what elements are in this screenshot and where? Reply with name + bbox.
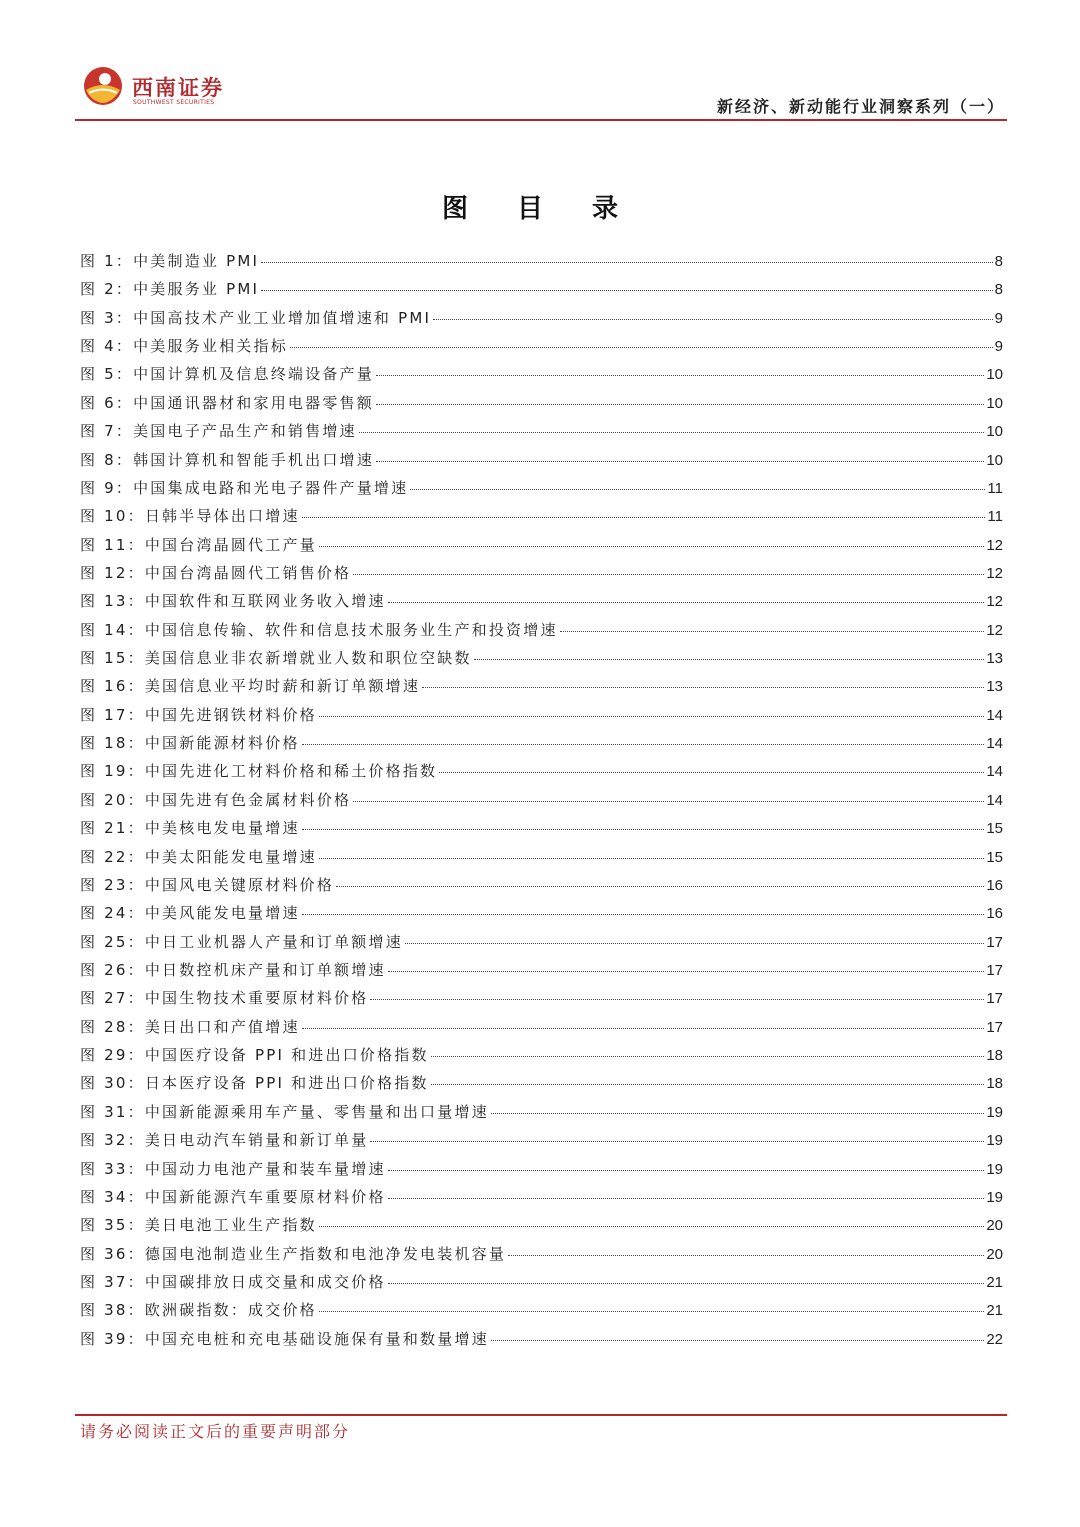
toc-entry[interactable] [80,363,1003,391]
toc-entry-page: 15 [986,848,1003,866]
toc-entry-page: 11 [987,508,1003,526]
toc-entry-page: 14 [986,763,1003,781]
toc-entry-label: 图 35：美日电池工业生产指数 [80,1216,317,1235]
toc-entry[interactable] [80,704,1003,732]
toc-entry[interactable] [80,335,1003,363]
footer-disclaimer: 请务必阅读正文后的重要声明部分 [80,1422,351,1441]
toc-entry[interactable] [80,1271,1003,1299]
toc-entry-label: 图 22：中美太阳能发电量增速 [80,847,317,866]
toc-entry-page: 8 [994,281,1003,299]
report-series-title: 新经济、新动能行业洞察系列（一） [716,97,1005,116]
toc-leader-dots [491,1113,984,1114]
toc-leader-dots [560,631,985,632]
toc-entry-page: 18 [986,1075,1003,1093]
toc-entry-label: 图 19：中国先进化工材料价格和稀土价格指数 [80,762,438,781]
toc-leader-dots [388,1283,985,1284]
toc-entry-page: 17 [986,961,1003,979]
toc-entry-page: 14 [986,706,1003,724]
toc-leader-dots [388,1198,985,1199]
toc-leader-dots [491,1340,984,1341]
toc-entry-label: 图 31：中国新能源乘用车产量、零售量和出口量增速 [80,1102,489,1121]
toc-entry[interactable] [80,1243,1003,1271]
toc-leader-dots [370,1141,984,1142]
toc-entry-page: 13 [986,650,1003,668]
toc-entry-label: 图 23：中国风电关键原材料价格 [80,875,335,894]
toc-entry-page: 12 [986,536,1003,554]
toc-leader-dots [422,687,984,688]
toc-entry-label: 图 38：欧洲碳指数：成交价格 [80,1301,317,1320]
toc-leader-dots [261,262,993,263]
toc-entry[interactable] [80,647,1003,675]
toc-entry-label: 图 5：中国计算机及信息终端设备产量 [80,365,374,384]
toc-entry-label: 图 25：中日工业机器人产量和订单额增速 [80,932,403,951]
toc-leader-dots [353,574,984,575]
toc-entry-page: 19 [986,1188,1003,1206]
toc-entry-label: 图 15：美国信息业非农新增就业人数和职位空缺数 [80,649,472,668]
toc-entry-page: 9 [994,338,1003,356]
toc-leader-dots [319,546,984,547]
toc-entry[interactable] [80,1044,1003,1072]
toc-leader-dots [388,971,985,972]
toc-leader-dots [508,1255,984,1256]
toc-entry-label: 图 11：中国台湾晶圆代工产量 [80,535,317,554]
toc-leader-dots [302,1028,985,1029]
toc-entry-page: 10 [986,423,1003,441]
toc-entry[interactable] [80,760,1003,788]
toc-leader-dots [431,1056,985,1057]
figure-toc-list [80,250,1003,1356]
toc-title: 图 目 录 [441,194,639,224]
toc-entry[interactable] [80,449,1003,477]
toc-entry[interactable] [80,732,1003,760]
toc-leader-dots [439,772,984,773]
toc-entry-page: 8 [994,253,1003,270]
toc-entry-page: 10 [986,451,1003,469]
toc-entry-page: 19 [986,1103,1003,1121]
toc-entry-label: 图 18：中国新能源材料价格 [80,734,300,753]
toc-entry-label: 图 14：中国信息传输、软件和信息技术服务业生产和投资增速 [80,620,558,639]
toc-entry-label: 图 8：韩国计算机和智能手机出口增速 [80,450,374,469]
toc-entry-label: 图 9：中国集成电路和光电子器件产量增速 [80,478,409,497]
toc-entry[interactable] [80,590,1003,618]
toc-leader-dots [474,659,985,660]
toc-entry[interactable] [80,1072,1003,1100]
toc-entry-page: 14 [986,791,1003,809]
toc-entry[interactable] [80,1328,1003,1356]
toc-entry-label: 图 24：中美风能发电量增速 [80,904,300,923]
toc-entry[interactable] [80,1158,1003,1186]
toc-entry-label: 图 6：中国通讯器材和家用电器零售额 [80,393,374,412]
toc-leader-dots [336,886,984,887]
page-header [75,62,1007,120]
toc-entry[interactable] [80,1186,1003,1214]
toc-entry-page: 17 [986,1018,1003,1036]
toc-entry[interactable] [80,562,1003,590]
toc-leader-dots [319,1226,984,1227]
toc-entry-page: 19 [986,1132,1003,1150]
toc-leader-dots [319,858,984,859]
toc-leader-dots [431,1084,985,1085]
toc-entry-page: 9 [994,309,1003,327]
toc-leader-dots [302,829,985,830]
brand-name-cn: 西南证券 [132,75,224,100]
toc-leader-dots [302,914,985,915]
toc-entry-label: 图 4：中美服务业相关指标 [80,337,288,356]
toc-entry[interactable] [80,1129,1003,1157]
toc-leader-dots [319,716,984,717]
toc-entry[interactable] [80,619,1003,647]
toc-entry-label: 图 13：中国软件和互联网业务收入增速 [80,592,386,611]
toc-leader-dots [370,999,984,1000]
toc-entry[interactable] [80,874,1003,902]
toc-entry[interactable] [80,392,1003,420]
toc-entry-page: 12 [986,593,1003,611]
toc-entry-page: 12 [986,564,1003,582]
brand-name-en: SOUTHWEST SECURITIES [133,99,215,106]
toc-entry-page: 17 [986,990,1003,1008]
toc-entry-label: 图 39：中国充电桩和充电基础设施保有量和数量增速 [80,1329,489,1348]
toc-entry[interactable] [80,817,1003,845]
toc-entry-label: 图 28：美日出口和产值增速 [80,1017,300,1036]
toc-entry-page: 21 [986,1302,1003,1320]
toc-leader-dots [376,375,984,376]
toc-entry[interactable] [80,307,1003,335]
toc-entry[interactable] [80,1299,1003,1327]
toc-entry-page: 19 [986,1160,1003,1178]
toc-entry[interactable] [80,534,1003,562]
toc-entry-label: 图 34：中国新能源汽车重要原材料价格 [80,1187,386,1206]
toc-entry-label: 图 1：中美制造业 PMI [80,252,260,270]
toc-entry-label: 图 36：德国电池制造业生产指数和电池净发电装机容量 [80,1244,507,1263]
header-divider [75,119,1007,121]
toc-leader-dots [359,432,985,433]
toc-entry[interactable] [80,902,1003,930]
toc-entry-page: 21 [986,1273,1003,1291]
toc-entry-label: 图 16：美国信息业平均时薪和新订单额增速 [80,677,421,696]
toc-leader-dots [433,319,993,320]
toc-entry[interactable] [80,505,1003,533]
toc-entry-label: 图 37：中国碳排放日成交量和成交价格 [80,1272,386,1291]
toc-entry[interactable] [80,1016,1003,1044]
toc-entry-label: 图 17：中国先进钢铁材料价格 [80,705,317,724]
toc-entry-page: 12 [986,621,1003,639]
toc-entry[interactable] [80,250,1003,278]
toc-entry[interactable] [80,477,1003,505]
toc-leader-dots [376,461,984,462]
toc-entry[interactable] [80,959,1003,987]
toc-entry-page: 17 [986,933,1003,951]
toc-entry-page: 10 [986,366,1003,384]
toc-entry-page: 13 [986,678,1003,696]
toc-entry[interactable] [80,987,1003,1015]
toc-entry-page: 16 [986,876,1003,894]
toc-entry-label: 图 12：中国台湾晶圆代工销售价格 [80,563,352,582]
toc-entry[interactable] [80,1101,1003,1129]
toc-entry-label: 图 30：日本医疗设备 PPI 和进出口价格指数 [80,1074,429,1093]
toc-entry-page: 18 [986,1047,1003,1065]
toc-entry-label: 图 3：中国高技术产业工业增加值增速和 PMI [80,308,432,327]
toc-entry-page: 10 [986,394,1003,412]
toc-entry[interactable] [80,278,1003,306]
toc-entry-label: 图 2：中美服务业 PMI [80,280,260,299]
toc-entry[interactable] [80,420,1003,448]
toc-entry-label: 图 32：美日电动汽车销量和新订单量 [80,1131,369,1150]
toc-entry-label: 图 10：日韩半导体出口增速 [80,507,300,526]
toc-entry-label: 图 33：中国动力电池产量和装车量增速 [80,1159,386,1178]
toc-entry-page: 14 [986,735,1003,753]
toc-entry[interactable] [80,675,1003,703]
toc-leader-dots [405,943,984,944]
toc-leader-dots [388,1170,985,1171]
toc-leader-dots [388,602,985,603]
southwest-securities-logo-icon [83,66,123,106]
toc-entry-label: 图 29：中国医疗设备 PPI 和进出口价格指数 [80,1046,429,1065]
toc-entry-page: 11 [987,479,1003,497]
toc-entry-label: 图 27：中国生物技术重要原材料价格 [80,989,369,1008]
toc-entry-label: 图 20：中国先进有色金属材料价格 [80,790,352,809]
toc-entry-label: 图 26：中日数控机床产量和订单额增速 [80,960,386,979]
toc-entry[interactable] [80,931,1003,959]
toc-entry-page: 22 [986,1330,1003,1348]
toc-entry-label: 图 21：中美核电发电量增速 [80,819,300,838]
toc-entry[interactable] [80,1214,1003,1242]
toc-leader-dots [319,1311,984,1312]
toc-entry-page: 20 [986,1217,1003,1235]
toc-leader-dots [376,404,984,405]
toc-leader-dots [410,489,985,490]
toc-leader-dots [302,744,985,745]
toc-entry[interactable] [80,846,1003,874]
toc-entry[interactable] [80,789,1003,817]
toc-entry-page: 15 [986,820,1003,838]
toc-leader-dots [290,347,993,348]
toc-entry-label: 图 7：美国电子产品生产和销售增速 [80,422,357,441]
toc-entry-page: 20 [986,1245,1003,1263]
toc-entry-page: 16 [986,905,1003,923]
toc-leader-dots [261,290,993,291]
toc-leader-dots [353,801,984,802]
footer-divider [75,1414,1007,1416]
toc-leader-dots [302,517,986,518]
